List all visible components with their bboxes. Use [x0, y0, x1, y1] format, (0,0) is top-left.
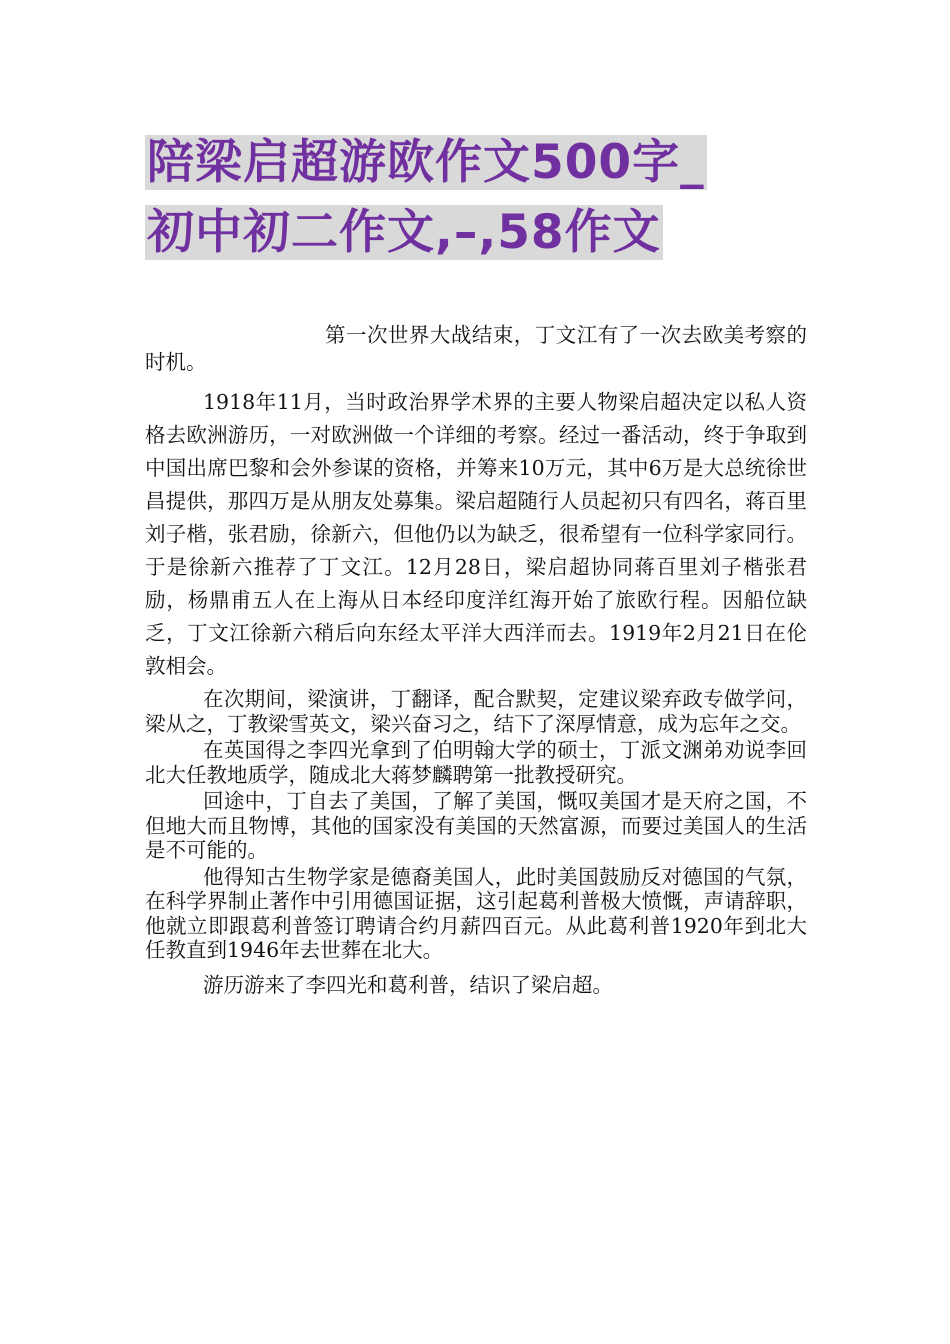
document-body: [145, 322, 807, 997]
document-title: [145, 128, 825, 268]
paragraph-journey: 1918年11月，当时政治界学术界的主要人物梁启超决定以私人资格去欧洲游历，一对欧洲做一个详细的考察。经过一番活动，终于争取到中国出席巴黎和会外参谋的资格，并筹来10万元，其中6万是大总统徐世昌提供，那四万是从朋友处募集。梁启超随行人员起初只有四名，蒋百里刘子楷，张君励，徐新六，但他仍以为缺乏，很希望有一位科学家同行。于是徐新六推荐了丁文江。12月28日，梁启超协同蒋百里刘子楷张君励，杨鼎甫五人在上海从日本经印度洋红海开始了旅欧行程。因船位缺乏，丁文江徐新六稍后向东经太平洋大西洋而去。1919年2月21日在伦敦相会。: [145, 390, 807, 678]
title-line-2: 初中初二作文,–,58作文: [147, 205, 661, 260]
title-line-1: 陪梁启超游欧作文500字_: [147, 135, 705, 190]
paragraph-conclusion: 游历游来了李四光和葛利普，结识了梁启超。: [203, 972, 613, 997]
paragraph-li-siguang: 在英国得之李四光拿到了伯明翰大学的硕士，丁派文渊弟劝说李回北大任教地质学，随成北大蒋梦麟聘第一批教授研究。: [145, 738, 807, 787]
paragraph-america: 回途中，丁自去了美国，了解了美国，慨叹美国才是天府之国，不但地大而且物博，其他的国家没有美国的天然富源，而要过美国人的生活是不可能的。: [145, 789, 807, 862]
paragraph-intro: 第一次世界大战结束，丁文江有了一次去欧美考察的时机。: [145, 323, 807, 374]
paragraph-collaboration: 在次期间，梁演讲，丁翻译，配合默契，定建议梁弃政专做学问，梁从之，丁教梁雪英文，梁兴奋习之，结下了深厚情意，成为忘年之交。: [145, 687, 807, 736]
paragraph-grabau: 他得知古生物学家是德裔美国人，此时美国鼓励反对德国的气氛，在科学界制止著作中引用德国证据，这引起葛利普极大愤慨，声请辞职，他就立即跟葛利普签订聘请合约月薪四百元。从此葛利普1920年到北大任教直到1946年去世葬在北大。: [145, 864, 807, 962]
